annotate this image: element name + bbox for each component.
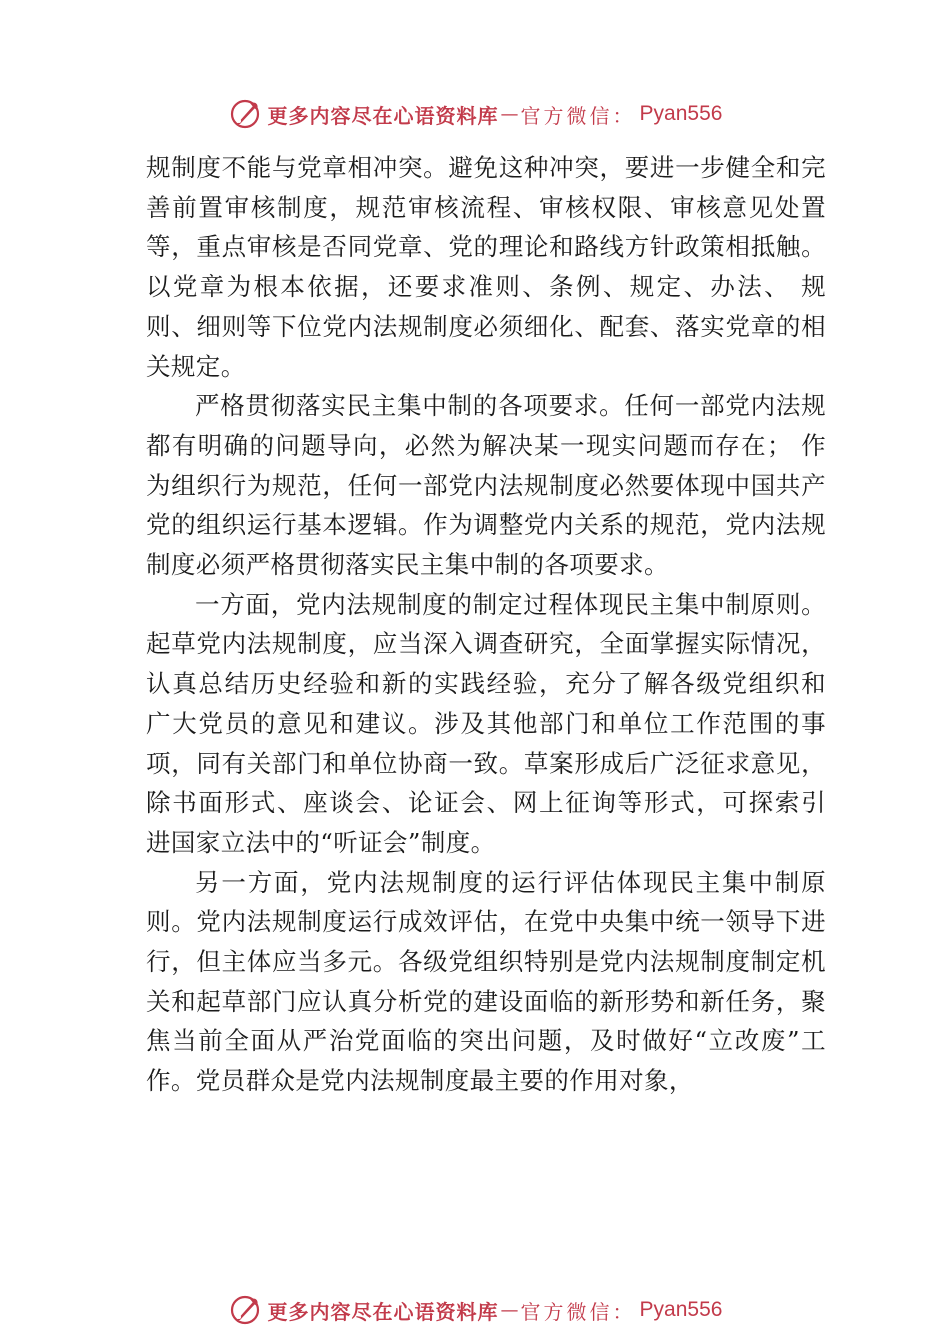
quill-pen-circle-icon [228, 1293, 262, 1327]
paragraph-1: 规制度不能与党章相冲突。避免这种冲突，要进一步健全和完善前置审核制度，规范审核流程、审核权限、审核意见处置等，重点审核是否同党章、党的理论和路线方针政策相抵触。以党章为根本依据，还要求准则、条例、规定、办法、 规则、细则等下位党内法规制度必须细化、配套、落实党章的相关规定。 [146, 153, 826, 381]
footer-wechat-label: 官方微信： [520, 1299, 636, 1324]
paragraph-4: 另一方面，党内法规制度的运行评估体现民主集中制原则。党内法规制度运行成效评估，在党中央集中统一领导下进行，但主体应当多元。各级党组织特别是党内法规制度制定机关和起草部门应认真分析党的建设面临的新形势和新任务，聚焦当前全面从严治党面临的突出问题，及时做好“立改废”工作。党员群众是党内法规制度最主要的作用对象， [146, 867, 826, 1096]
footer-dash: — [500, 1299, 519, 1321]
footer-banner [0, 1290, 950, 1330]
footer-wechat-id: Pyan556 [639, 1298, 723, 1321]
paragraph-2: 严格贯彻落实民主集中制的各项要求。任何一部党内法规都有明确的问题导向，必然为解决某一现实问题而存在； 作为组织行为规范，任何一部党内法规制度必然要体现中国共产党的组织运行基本逻辑。作为调整党内关系的规范，党内法规制度必须严格贯彻落实民主集中制的各项要求。 [146, 391, 826, 580]
paragraph-3: 一方面，党内法规制度的制定过程体现民主集中制原则。起草党内法规制度，应当深入调查研究，全面掌握实际情况，认真总结历史经验和新的实践经验，充分了解各级党组织和 广大党员的意见和建议。涉及其他部门和单位工作范围的事 项，同有关部门和单位协商一致。草案形成后广泛征求意见， 除书面形式、座谈会、论证会、网上征询等形式，可探索引 进国家立法中的“听证会”制度。 [146, 589, 826, 857]
header-brand-text: 更多内容尽在心语资料库 [267, 103, 499, 128]
document-body [146, 148, 826, 1101]
header-dash: — [500, 103, 519, 125]
header-wechat-id: Pyan556 [639, 102, 723, 125]
footer-brand-text: 更多内容尽在心语资料库 [267, 1299, 499, 1324]
quill-pen-circle-icon [228, 97, 262, 131]
header-banner [0, 94, 950, 134]
header-wechat-label: 官方微信： [520, 103, 636, 128]
